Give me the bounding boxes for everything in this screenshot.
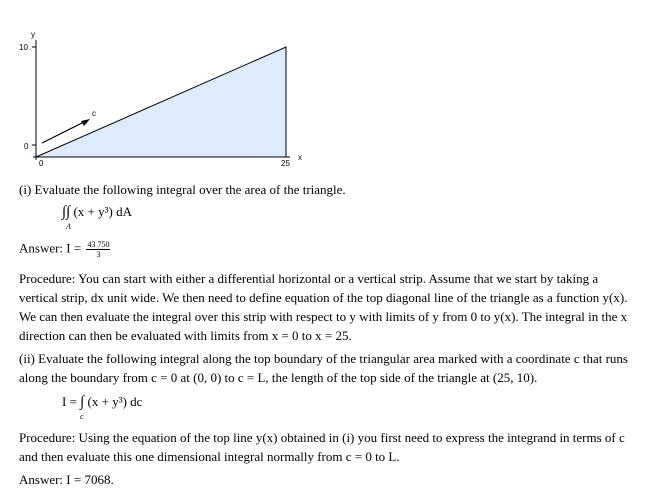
question-2: (ii) Evaluate the following integral along the top boundary of the triangular area marked with a coordinate c that runs along the boundary from c = 0 at (0, 0) to c = L, the length of the top side of the triangle at (25, 10). <box>19 351 628 385</box>
y-axis-label: y <box>31 30 35 39</box>
answer-1-numerator: 43 750 <box>87 240 110 249</box>
integrand-1: (x + y³) dA <box>73 204 132 219</box>
curve-label: c <box>92 109 96 118</box>
double-integral-sign: ∫∫ <box>62 204 71 220</box>
direction-arrow-head <box>81 119 90 126</box>
path-label: c <box>80 412 84 421</box>
x-axis-label: x <box>298 153 302 162</box>
y-tick-0: 0 <box>24 142 29 151</box>
answer-1-label: Answer: I = <box>19 240 82 256</box>
answer-1 <box>19 240 110 259</box>
triangle-plot <box>0 0 653 175</box>
double-integral <box>62 204 132 221</box>
x-tick-0: 0 <box>39 159 44 168</box>
line-integral-lhs: I = <box>62 394 77 409</box>
line-integral-sign: ∫ <box>80 394 85 410</box>
y-tick-10: 10 <box>19 43 28 52</box>
x-tick-25: 25 <box>281 159 290 168</box>
answer-2: Answer: I = 7068. <box>19 472 114 487</box>
line-integral <box>62 394 142 411</box>
region-label: A <box>66 222 71 231</box>
triangle-region <box>36 47 286 157</box>
procedure-1: Procedure: You can start with either a differential horizontal or a vertical strip. Assume that we start by taking a vertical strip, dx unit wide. We then need to define equation of the top diagonal line of the triangle as a function y(x). We can then evaluate the integral over this strip with respect to y with limits of y from 0 to y(x). The integral in the x direction can then be evaluated with limits from x = 0 to x = 25. <box>19 271 628 343</box>
question-1: (i) Evaluate the following integral over the area of the triangle. <box>19 182 346 197</box>
procedure-2: Procedure: Using the equation of the top line y(x) obtained in (i) you first need to express the integrand in terms of c and then evaluate this one dimensional integral normally from c = 0 to L. <box>19 430 625 464</box>
answer-1-fraction <box>86 240 110 259</box>
integrand-2: (x + y³) dc <box>87 394 143 409</box>
answer-1-denominator: 3 <box>96 250 101 259</box>
